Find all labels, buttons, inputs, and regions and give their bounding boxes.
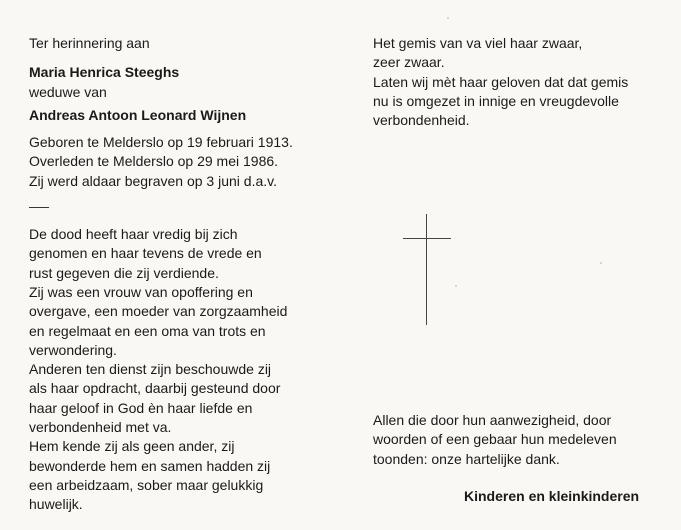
text-line: verwondering.: [29, 341, 117, 358]
death-line: Overleden te Melderslo op 29 mei 1986.: [29, 153, 279, 170]
cross-vertical-bar: [426, 214, 427, 325]
text-line: huwelijk.: [29, 496, 83, 513]
text-line: nu is omgezet in innige en vreugdevolle: [373, 92, 619, 109]
text-line: overgave, een moeder van zorgzaamheid: [29, 303, 288, 320]
thanks-text: [373, 411, 663, 469]
cross-icon: [403, 214, 451, 325]
text-line: bewonderde hem en samen hadden zij: [29, 457, 271, 474]
short-divider: [29, 207, 49, 208]
left-column: [29, 34, 329, 515]
text-line: Zij was een vrouw van opoffering en: [29, 283, 253, 300]
thanks-line: Allen die door hun aanwezigheid, door: [373, 412, 612, 428]
thanks-line: toonden: onze hartelijke dank.: [373, 450, 560, 467]
text-line: Laten wij mèt haar geloven dat dat gemis: [373, 73, 629, 90]
thanks-line: woorden of een gebaar hun medeleven: [373, 431, 617, 448]
text-line: en regelmaat en een oma van trots en: [29, 322, 266, 339]
text-line: verbondenheid.: [373, 112, 470, 129]
text-line: verbondenheid met va.: [29, 419, 172, 436]
deceased-name: Maria Henrica Steeghs: [29, 64, 180, 81]
family-signature: Kinderen en kleinkinderen: [464, 488, 640, 504]
text-line: Anderen ten dienst zijn beschouwde zij: [29, 361, 272, 378]
burial-line: Zij werd aldaar begraven op 3 juni d.a.v.: [29, 172, 277, 189]
text-line: Het gemis van va viel haar zwaar,: [373, 35, 583, 51]
text-line: genomen en haar tevens de vrede en: [29, 245, 262, 262]
husband-name: Andreas Antoon Leonard Wijnen: [29, 106, 247, 123]
cross-horizontal-bar: [403, 238, 451, 239]
right-column: [373, 34, 663, 130]
text-line: een arbeidzaam, sober maar gelukkig: [29, 476, 264, 493]
text-line: haar geloof in God èn haar liefde en: [29, 399, 253, 416]
birth-line: Geboren te Melderslo op 19 februari 1913.: [29, 134, 293, 151]
text-line: De dood heeft haar vredig bij zich: [29, 226, 238, 243]
text-line: rust gegeven die zij verdiende.: [29, 264, 219, 281]
text-line: Hem kende zij als geen ander, zij: [29, 438, 235, 455]
text-line: zeer zwaar.: [373, 54, 445, 71]
paper-speck: [455, 285, 457, 287]
paper-speck: [600, 262, 602, 264]
left-memorial-text: [29, 225, 329, 514]
text-line: als haar opdracht, daarbij gesteund door: [29, 380, 281, 397]
paper-speck: [447, 17, 449, 19]
intro-text: Ter herinnering aan: [29, 35, 150, 51]
widow-of-text: weduwe van: [29, 83, 107, 100]
